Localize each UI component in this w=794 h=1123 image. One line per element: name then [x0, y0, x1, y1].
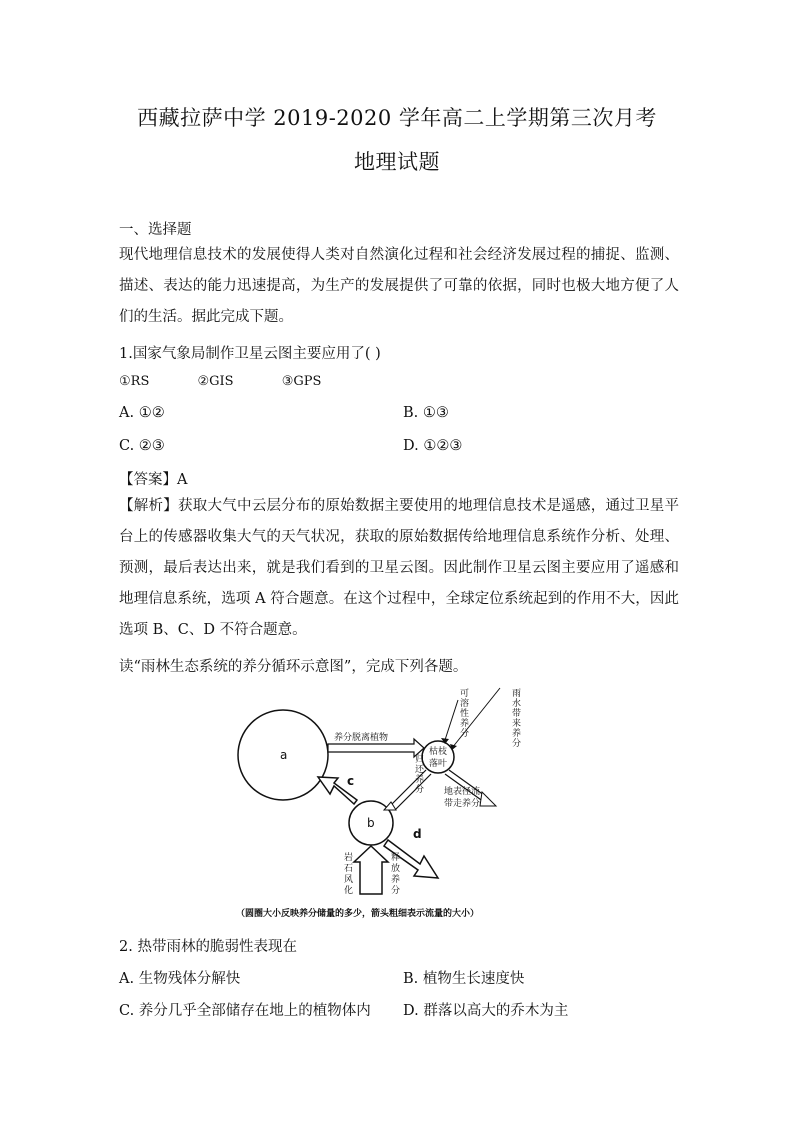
- question-2-stem: 2. 热带雨林的脆弱性表现在: [119, 939, 297, 955]
- exam-title: 西藏拉萨中学 2019-2020 学年高二上学期第三次月考: [137, 106, 657, 130]
- soluble-char-1: 可: [460, 689, 470, 699]
- intro-paragraph: 现代地理信息技术的发展使得人类对自然演化过程和社会经济发展过程的捕捉、监测、描述、表达的能力迅速提高，为生产的发展提供了可靠的依据，同时也极大地方便了人们的生活。据此完成下题。: [119, 247, 679, 325]
- exam-subtitle: 地理试题: [354, 150, 440, 174]
- label-c: c: [347, 774, 355, 788]
- soluble-char-5: 分: [460, 729, 470, 739]
- runoff-line2: 带走养分: [444, 799, 481, 809]
- soluble-char-2: 溶: [460, 699, 470, 709]
- rock-char-3: 风: [344, 875, 354, 885]
- release-char-4: 分: [391, 886, 401, 896]
- arrow-rock-weathering: [354, 846, 388, 894]
- q2-option-c: C. 养分几乎全部储存在地上的植物体内: [119, 1003, 371, 1019]
- runoff-line1: 地表径流: [444, 787, 481, 797]
- q2-option-a: A. 生物残体分解快: [119, 971, 241, 987]
- nutrient-cycle-diagram: [230, 682, 530, 922]
- diagram-intro: 读“雨林生态系统的养分循环示意图”，完成下列各题。: [119, 659, 468, 675]
- q2-option-b: B. 植物生长速度快: [403, 971, 525, 987]
- rain-char-4: 来: [512, 719, 522, 729]
- item-gps: ③GPS: [281, 374, 322, 389]
- q1-analysis: [119, 491, 679, 646]
- rain-char-6: 分: [512, 739, 522, 749]
- litter-line2: 落叶: [429, 759, 448, 769]
- rock-char-1: 岩: [344, 853, 354, 863]
- q1-option-d: D. ①②③: [403, 438, 463, 454]
- rain-char-5: 养: [512, 729, 522, 739]
- question-1-items: [119, 374, 321, 389]
- release-char-2: 放: [391, 864, 401, 874]
- q1-option-b: B. ①③: [403, 405, 449, 421]
- q1-answer: 【答案】A: [119, 472, 188, 488]
- rain-char-1: 雨: [512, 689, 522, 699]
- label-b: b: [367, 816, 375, 830]
- analysis-text: 获取大气中云层分布的原始数据主要使用的地理信息技术是遥感，通过卫星平台上的传感器收集大气的天气状况，获取的原始数据传给地理信息系统作分析、处理、预测，最后表达出来，就是我们看到的卫星云图。因此制作卫星云图主要应用了遥感和地理信息系统，选项 A 符合题意。在这个过程中，全球定位系统起到的作用不大，因此选项 B、C、D 不符合题意。: [119, 498, 680, 638]
- litter-line1: 枯枝: [429, 747, 448, 757]
- question-1-stem: 1.国家气象局制作卫星云图主要应用了( ): [119, 346, 381, 362]
- rock-char-4: 化: [344, 886, 354, 896]
- rain-char-2: 水: [512, 699, 522, 709]
- q2-option-d: D. 群落以高大的乔木为主: [403, 1003, 569, 1019]
- release-char-1: 释: [391, 853, 401, 863]
- diagram-caption: （圆圈大小反映养分储量的多少，箭头粗细表示流量的大小）: [236, 909, 480, 919]
- analysis-label: 【解析】: [119, 498, 178, 514]
- release-char-3: 养: [391, 875, 401, 885]
- return-char-4: 分: [415, 785, 425, 795]
- soluble-char-4: 养: [460, 719, 470, 729]
- return-char-2: 还: [415, 765, 425, 775]
- section-heading: 一、选择题: [119, 222, 192, 238]
- return-char-3: 养: [415, 775, 425, 785]
- arrow-label-release-from-plant: 养分脱离植物: [334, 733, 389, 743]
- rock-char-2: 石: [344, 864, 354, 874]
- q1-option-a: A. ①②: [119, 405, 165, 421]
- rain-char-3: 带: [512, 709, 522, 719]
- return-char-1: 归: [415, 755, 425, 765]
- label-d: d: [413, 827, 422, 841]
- soluble-char-3: 性: [460, 709, 470, 719]
- item-rs: ①RS: [119, 374, 150, 389]
- arrow-soluble: [445, 700, 458, 740]
- label-a: a: [280, 748, 288, 762]
- q1-option-c: C. ②③: [119, 438, 165, 454]
- item-gis: ②GIS: [197, 374, 234, 389]
